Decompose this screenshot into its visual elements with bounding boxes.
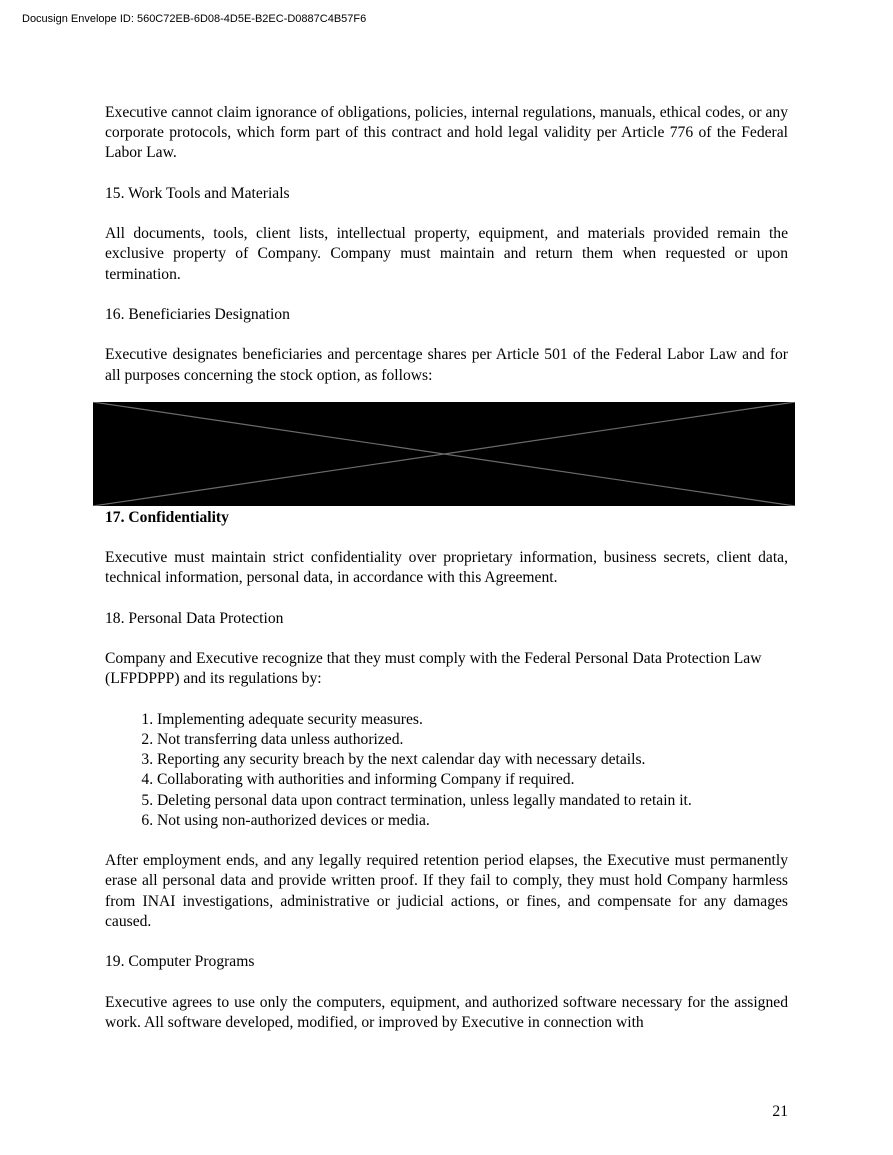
list-item: 4. Collaborating with authorities and informing Company if required. [157,770,788,790]
section-heading-19: 19. Computer Programs [105,953,255,971]
paragraph-17: Executive must maintain strict confidentiality over proprietary information, business secrets, client data, technical information, personal data, in accordance with this Agreement. [105,549,788,587]
section-heading-16: 16. Beneficiaries Designation [105,305,290,323]
list-item: 5. Deleting personal data upon contract termination, unless legally mandated to retain it. [157,791,788,811]
section-heading-15: 15. Work Tools and Materials [105,184,290,202]
section-heading-17: 17. Confidentiality [105,508,229,526]
paragraph-19: Executive agrees to use only the computers, equipment, and authorized software necessary for the assigned work. All software developed, modified, or improved by Executive in connection with [105,993,788,1031]
list-item: 6. Not using non-authorized devices or media. [157,811,788,831]
document-body [105,103,788,1033]
list-item: 3. Reporting any security breach by the next calendar day with necessary details. [157,750,788,770]
section-heading-18: 18. Personal Data Protection [105,609,284,627]
paragraph-16: Executive designates beneficiaries and percentage shares per Article 501 of the Federal Labor Law and for all purposes concerning the stock option, as follows: [105,346,788,384]
redaction-cross-icon [93,402,795,506]
paragraph-18: Company and Executive recognize that they must comply with the Federal Personal Data Protection Law (LFPDPPP) and its regulations by: [105,650,762,688]
page-number: 21 [772,1103,788,1120]
envelope-id: Docusign Envelope ID: 560C72EB-6D08-4D5E-B2EC-D0887C4B57F6 [22,13,367,25]
list-item: 1. Implementing adequate security measures. [157,710,788,730]
list-item: 2. Not transferring data unless authorized. [157,730,788,750]
paragraph-18b: After employment ends, and any legally required retention period elapses, the Executive must permanently erase all personal data and provide written proof. If they fail to comply, they must hold Company harmless from INAI investigations, administrative or judicial actions, or fines, and compensate for any damages caused. [105,852,788,930]
redacted-block [93,402,795,506]
paragraph-15: All documents, tools, client lists, intellectual property, equipment, and materials provided remain the exclusive property of Company. Company must maintain and return them when requested or upon termination. [105,225,788,283]
data-protection-list [105,710,788,831]
paragraph-ignorance: Executive cannot claim ignorance of obligations, policies, internal regulations, manuals, ethical codes, or any corporate protocols, which form part of this contract and hold legal validity per Article 776 of the Federal Labor Law. [105,104,788,162]
